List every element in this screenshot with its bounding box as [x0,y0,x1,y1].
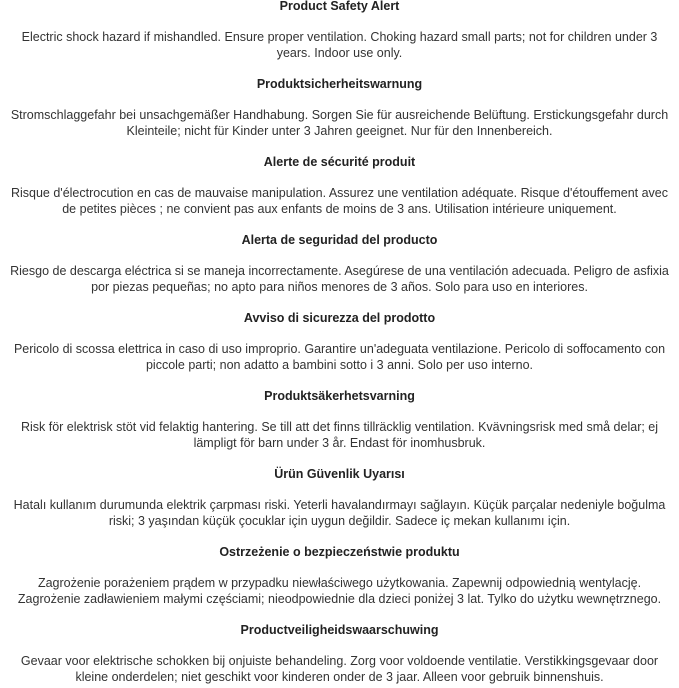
safety-section [0,154,679,217]
section-heading: Product Safety Alert [279,0,400,13]
section-paragraph [0,653,679,685]
paragraph-line: Risk för elektrisk stöt vid felaktig hantering. Se till att det finns tillräcklig ventilation. Kvävningsrisk med små delar; ej [20,420,659,434]
section-paragraph [0,29,679,61]
safety-section [0,0,679,61]
paragraph-line: Zagrożenie zadławieniem małymi częściami; nieodpowiednie dla dzieci poniżej 3 lat. Tylko do użytku wewnętrznego. [17,592,662,606]
safety-section [0,544,679,607]
paragraph-line: piccole parti; non adatto a bambini sotto i 3 anni. Solo per uso interno. [145,358,534,372]
safety-section [0,76,679,139]
section-paragraph [0,185,679,217]
paragraph-line: lämpligt för barn under 3 år. Endast för inomhusbruk. [193,436,486,450]
section-paragraph [0,263,679,295]
safety-section [0,232,679,295]
paragraph-line: Pericolo di scossa elettrica in caso di uso improprio. Garantire un'adeguata ventilazione. Pericolo di soffocamento con [13,342,666,356]
section-heading: Alerta de seguridad del producto [241,233,438,247]
paragraph-line: Risque d'électrocution en cas de mauvaise manipulation. Assurez une ventilation adéquate. Risque d'étouffement avec [10,186,669,200]
section-paragraph [0,341,679,373]
paragraph-line: years. Indoor use only. [276,46,403,60]
section-paragraph [0,575,679,607]
section-heading: Alerte de sécurité produit [263,155,416,169]
paragraph-line: riski; 3 yaşından küçük çocuklar için uygun değildir. Sadece iç mekan kullanımı için. [108,514,571,528]
section-heading: Ostrzeżenie o bezpieczeństwie produktu [219,545,460,559]
safety-section [0,310,679,373]
section-heading: Productveiligheidswaarschuwing [240,623,439,637]
safety-section [0,466,679,529]
section-heading: Avviso di sicurezza del prodotto [243,311,436,325]
section-paragraph [0,107,679,139]
safety-section [0,622,679,685]
paragraph-line: kleine onderdelen; niet geschikt voor kinderen onder de 3 jaar. Alleen voor gebruik binnenshuis. [75,670,604,684]
paragraph-line: Hatalı kullanım durumunda elektrik çarpması riski. Yeterli havalandırmayı sağlayın. Küçük parçalar nedeniyle boğulma [13,498,666,512]
section-heading: Ürün Güvenlik Uyarısı [274,467,405,481]
section-heading: Produktsäkerhetsvarning [264,389,415,403]
paragraph-line: Gevaar voor elektrische schokken bij onjuiste behandeling. Zorg voor voldoende ventilatie. Verstikkingsgevaar door [20,654,659,668]
paragraph-line: Kleinteile; nicht für Kinder unter 3 Jahren geeignet. Nur für den Innenbereich. [126,124,553,138]
section-paragraph [0,497,679,529]
section-paragraph [0,419,679,451]
paragraph-line: Zagrożenie porażeniem prądem w przypadku niewłaściwego użytkowania. Zapewnij odpowiednią wentylację. [37,576,642,590]
paragraph-line: Riesgo de descarga eléctrica si se maneja incorrectamente. Asegúrese de una ventilación adecuada. Peligro de asfixia [10,264,669,278]
paragraph-line: Stromschlaggefahr bei unsachgemäßer Handhabung. Sorgen Sie für ausreichende Belüftung. Erstickungsgefahr durch [10,108,669,122]
paragraph-line: de petites pièces ; ne convient pas aux enfants de moins de 3 ans. Utilisation intérieure uniquement. [62,202,617,216]
paragraph-line: Electric shock hazard if mishandled. Ensure proper ventilation. Choking hazard small parts; not for children under 3 [21,30,658,44]
paragraph-line: por piezas pequeñas; no apto para niños menores de 3 años. Solo para uso en interiores. [91,280,588,294]
section-heading: Produktsicherheitswarnung [256,77,423,91]
safety-section [0,388,679,451]
